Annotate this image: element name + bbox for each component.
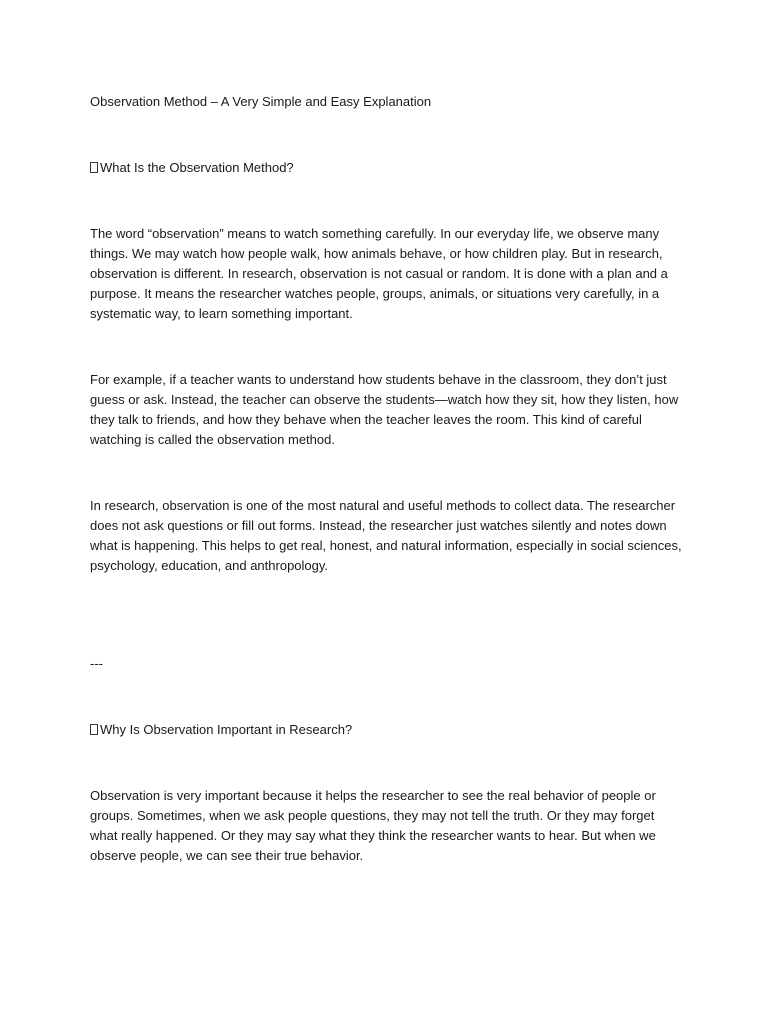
missing-glyph-icon — [90, 724, 98, 735]
section-heading-text: Why Is Observation Important in Research? — [100, 722, 353, 737]
missing-glyph-icon — [90, 162, 98, 173]
paragraph: Observation is very important because it helps the researcher to see the real behavior of people or groups. Sometimes, when we ask people questions, they may not tell the truth. Or they may forget what really happened. Or they may say what they think the researcher wants to hear. But when we observe people, we can see their true behavior. — [90, 788, 656, 863]
document-title: Observation Method – A Very Simple and Easy Explanation — [90, 94, 432, 109]
paragraph: For example, if a teacher wants to understand how students behave in the classroom, they don’t just guess or ask. Instead, the teacher can observe the students—watch how they sit, how they listen, how they talk to friends, and how they behave when the teacher leaves the room. This kind of careful watching is called the observation method. — [90, 372, 679, 447]
paragraph: The word “observation” means to watch something carefully. In our everyday life, we observe many things. We may watch how people walk, how animals behave, or how children play. But in research, observation is different. In research, observation is not casual or random. It is done with a plan and a purpose. It means the researcher watches people, groups, animals, or situations very carefully, in a systematic way, to learn something important. — [90, 226, 668, 321]
document-body — [90, 92, 682, 866]
paragraph: In research, observation is one of the most natural and useful methods to collect data. The researcher does not ask questions or fill out forms. Instead, the researcher just watches silently and notes down what is happening. This helps to get real, honest, and natural information, especially in social sciences, psychology, education, and anthropology. — [90, 498, 682, 573]
section-heading — [90, 720, 682, 740]
section-heading-text: What Is the Observation Method? — [100, 160, 294, 175]
section-heading — [90, 158, 682, 178]
section-divider: --- — [90, 656, 103, 671]
